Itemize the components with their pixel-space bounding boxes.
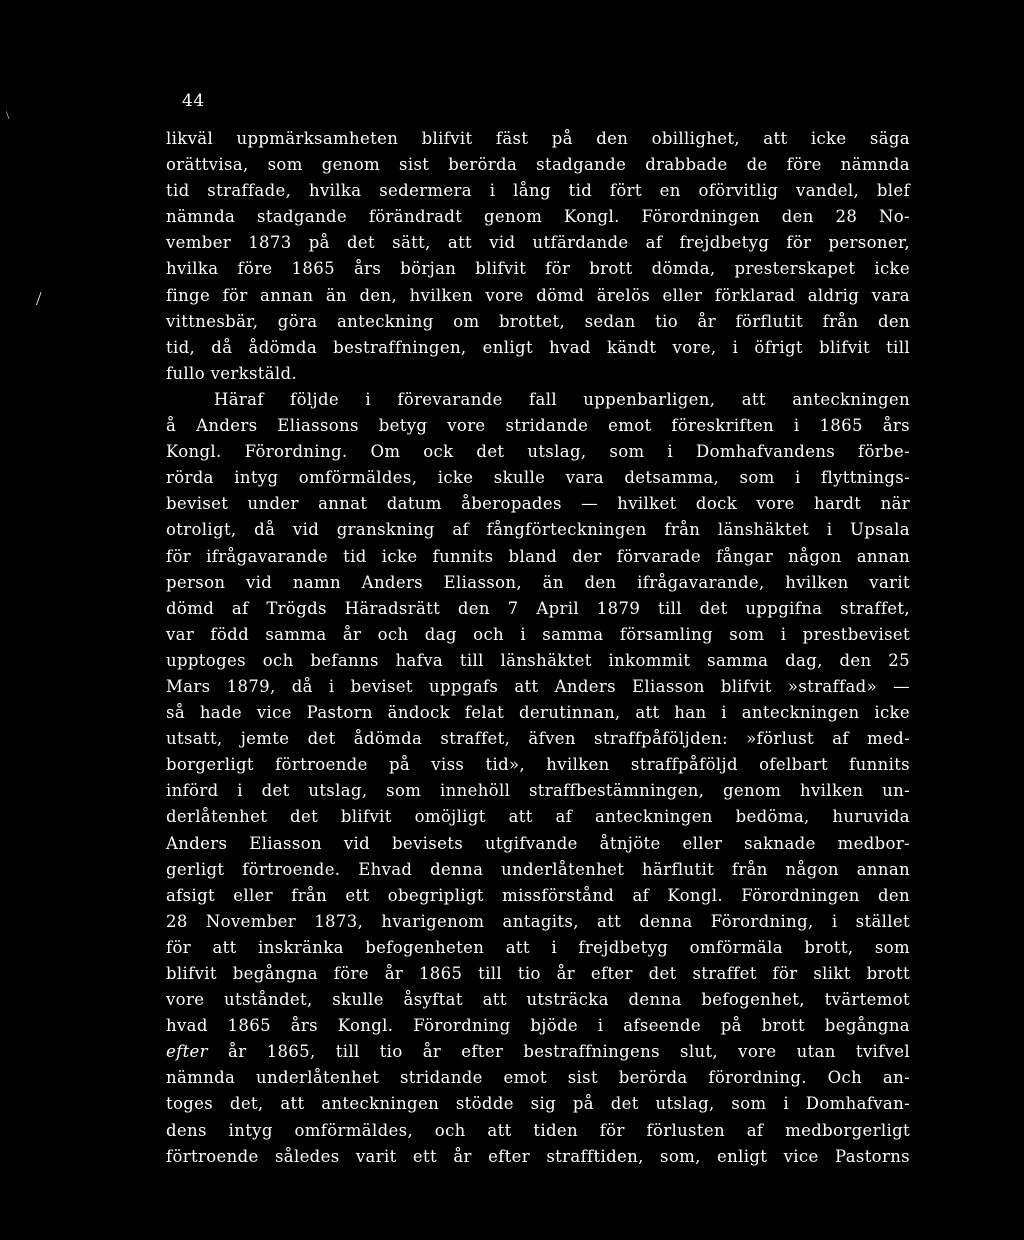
body-text — [166, 126, 910, 1170]
text-line: tid, då ådömda bestraffningen, enligt hvad kändt vore, i öfrigt blifvit till — [166, 337, 910, 357]
text-line: upptoges och befanns hafva till länshäktet inkommit samma dag, den 25 — [166, 650, 910, 670]
text-line: Häraf följde i förevarande fall uppenbarligen, att anteckningen — [214, 389, 910, 409]
text-line: nämnda stadgande förändradt genom Kongl. Förordningen den 28 No- — [166, 207, 910, 227]
text-line: vore utståndet, skulle åsyftat att utsträcka denna befogenhet, tvärtemot — [166, 990, 910, 1010]
text-line: tid straffade, hvilka sedermera i lång tid fört en oförvitlig vandel, blef — [166, 181, 910, 201]
text-line: utsatt, jemte det ådömda straffet, äfven straffpåföljden: »förlust af med- — [166, 729, 910, 749]
text-line: å Anders Eliassons betyg vore stridande emot föreskriften i 1865 års — [166, 416, 910, 436]
text-line: Anders Eliasson vid bevisets utgifvande åtnjöte eller saknade medbor- — [166, 833, 910, 853]
text-line: så hade vice Pastorn ändock felat derutinnan, att han i anteckningen icke — [166, 703, 910, 723]
text-line: Kongl. Förordning. Om ock det utslag, som i Domhafvandens förbe- — [166, 442, 910, 462]
text-line: för att inskränka befogenheten att i frejdbetyg omförmäla brott, som — [166, 937, 910, 957]
text-line: hvad 1865 års Kongl. Förordning bjöde i afseende på brott begångna — [166, 1016, 910, 1036]
text-line: borgerligt förtroende på viss tid», hvilken straffpåföljd ofelbart funnits — [166, 755, 910, 775]
text-line: toges det, att anteckningen stödde sig på det utslag, som i Domhafvan- — [166, 1094, 910, 1114]
text-line: vittnesbär, göra anteckning om brottet, sedan tio år förflutit från den — [166, 311, 910, 331]
text-line: afsigt eller från ett obegripligt missförstånd af Kongl. Förordningen den — [166, 885, 910, 905]
text-line: derlåtenhet det blifvit omöjligt att af anteckningen bedöma, huruvida — [166, 807, 910, 827]
margin-mark: / — [36, 288, 42, 310]
text-line: dömd af Trögds Häradsrätt den 7 April 1879 till det uppgifna straffet, — [166, 598, 910, 618]
text-line: Mars 1879, då i beviset uppgafs att Anders Eliasson blifvit »straffad» — — [166, 676, 910, 696]
text-line: gerligt förtroende. Ehvad denna underlåtenhet härflutit från någon annan — [166, 859, 910, 879]
italic-word: efter — [166, 1042, 208, 1062]
text-line: 28 November 1873, hvarigenom antagits, att denna Förordning, i stället — [166, 911, 910, 931]
text-line: rörda intyg omförmäldes, icke skulle vara detsamma, som i flyttnings- — [166, 468, 910, 488]
text-line: hvilka före 1865 års början blifvit för brott dömda, presterskapet icke — [166, 259, 910, 279]
text-line: var född samma år och dag och i samma församling som i prestbeviset — [166, 624, 910, 644]
text-line-italic-start — [166, 1039, 910, 1065]
text-line: dens intyg omförmäldes, och att tiden för förlusten af medborgerligt — [166, 1120, 910, 1140]
text-line: införd i det utslag, som innehöll straffbestämningen, genom hvilken un- — [166, 781, 910, 801]
text-line: vember 1873 på det sätt, att vid utfärdande af frejdbetyg för personer, — [166, 233, 910, 253]
text-line: likväl uppmärksamheten blifvit fäst på den obillighet, att icke säga — [166, 129, 910, 148]
text-line-rest: år 1865, till tio år efter bestraffningens slut, vore utan tvifvel — [207, 1042, 910, 1062]
text-line: för ifrågavarande tid icke funnits bland der förvarade fångar någon annan — [166, 546, 910, 566]
text-line: blifvit begångna före år 1865 till tio år efter det straffet för slikt brott — [166, 964, 910, 983]
margin-mark: \ — [6, 108, 10, 122]
text-line: nämnda underlåtenhet stridande emot sist berörda förordning. Och an- — [166, 1068, 910, 1088]
text-line: orättvisa, som genom sist berörda stadgande drabbade de före nämnda — [166, 155, 910, 175]
page-number: 44 — [182, 91, 205, 111]
text-line: beviset under annat datum åberopades — hvilket dock vore hardt när — [166, 494, 910, 514]
text-line: person vid namn Anders Eliasson, än den ifrågavarande, hvilken varit — [166, 572, 910, 592]
text-line: finge för annan än den, hvilken vore dömd ärelös eller förklarad aldrig vara — [166, 285, 910, 305]
text-line: fullo verkstäld. — [166, 363, 298, 383]
text-line: otroligt, då vid granskning af fångförteckningen från länshäktet i Upsala — [166, 520, 910, 540]
text-line: förtroende således varit ett år efter strafftiden, som, enligt vice Pastorns — [166, 1146, 910, 1166]
